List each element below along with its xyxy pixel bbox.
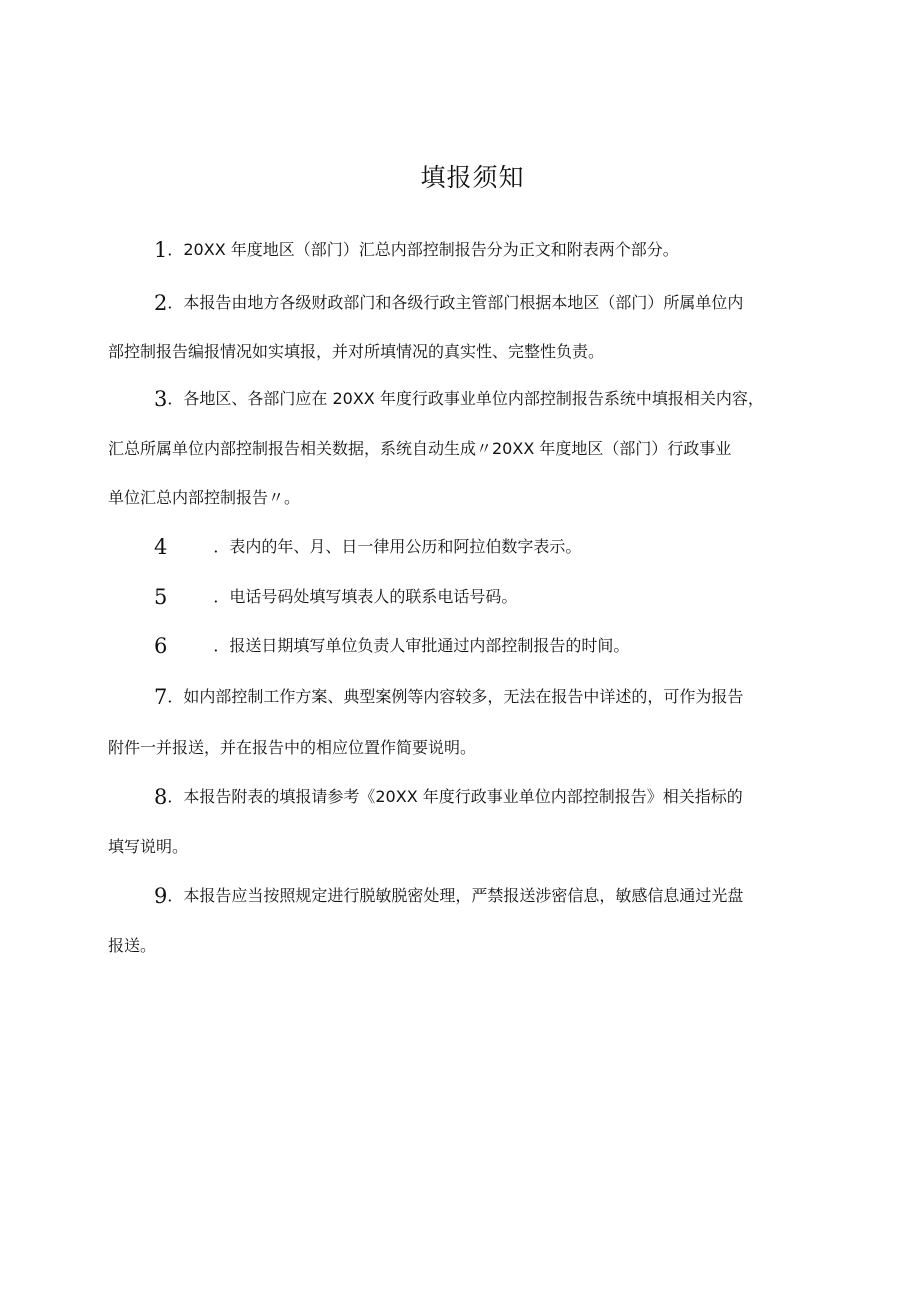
page-title: 填报须知	[420, 163, 525, 192]
notice-line	[108, 785, 840, 809]
notice-line	[108, 535, 840, 559]
notice-item-2	[108, 291, 840, 315]
item-text: ．本报告应当按照规定进行脱敏脱密处理，严禁报送涉密信息，敏感信息通过光盘	[167, 886, 744, 905]
item-number: 4	[154, 535, 168, 559]
notice-item-4	[108, 535, 840, 559]
notice-line	[108, 585, 840, 609]
notice-line: 汇总所属单位内部控制报告相关数据，系统自动生成〃20XX 年度地区（部门）行政事业	[108, 439, 732, 458]
notice-item-9	[108, 884, 840, 908]
notice-line: 填写说明。	[108, 837, 189, 856]
item-number: 9	[154, 884, 168, 908]
item-text: ．表内的年、月、日一律用公历和阿拉伯数字表示。	[213, 537, 582, 556]
item-text: ．报送日期填写单位负责人审批通过内部控制报告的时间。	[213, 636, 630, 655]
item-text: ．本报告附表的填报请参考《20XX 年度行政事业单位内部控制报告》相关指标的	[167, 787, 743, 806]
item-number: 3	[154, 387, 168, 411]
item-number: 1	[154, 238, 168, 262]
notice-item-3	[108, 387, 840, 411]
notice-item-5	[108, 585, 840, 609]
notice-item-9-cont	[108, 937, 840, 954]
item-text: ．电话号码处填写填表人的联系电话号码。	[213, 587, 518, 606]
notice-line	[108, 238, 840, 262]
item-number: 8	[154, 785, 168, 809]
notice-line	[108, 685, 840, 709]
notice-line: 报送。	[108, 936, 157, 955]
notice-line: 单位汇总内部控制报告〃。	[108, 488, 301, 507]
notice-line: 部控制报告编报情况如实填报，并对所填情况的真实性、完整性负责。	[108, 342, 605, 361]
notice-line	[108, 387, 840, 411]
notice-line	[108, 634, 840, 658]
item-number: 2	[154, 291, 168, 315]
item-text: ．本报告由地方各级财政部门和各级行政主管部门根据本地区（部门）所属单位内	[167, 293, 744, 312]
notice-item-3-cont	[108, 440, 840, 457]
notice-line	[108, 884, 840, 908]
item-text: ．如内部控制工作方案、典型案例等内容较多，无法在报告中详述的，可作为报告	[167, 687, 744, 706]
notice-item-7	[108, 685, 840, 709]
notice-item-6	[108, 634, 840, 658]
notice-line: 附件一并报送，并在报告中的相应位置作简要说明。	[108, 738, 477, 757]
notice-line	[108, 291, 840, 315]
item-text: ．20XX 年度地区（部门）汇总内部控制报告分为正文和附表两个部分。	[167, 240, 679, 259]
notice-item-3-cont	[108, 489, 840, 506]
item-number: 5	[154, 585, 168, 609]
item-text: ．各地区、各部门应在 20XX 年度行政事业单位内部控制报告系统中填报相关内容，	[167, 389, 764, 408]
notice-item-7-cont	[108, 739, 840, 756]
notice-item-1	[108, 238, 840, 262]
item-number: 6	[154, 634, 168, 658]
notice-item-2-cont	[108, 343, 840, 360]
notice-item-8	[108, 785, 840, 809]
notice-item-8-cont	[108, 838, 840, 855]
item-number: 7	[154, 685, 168, 709]
